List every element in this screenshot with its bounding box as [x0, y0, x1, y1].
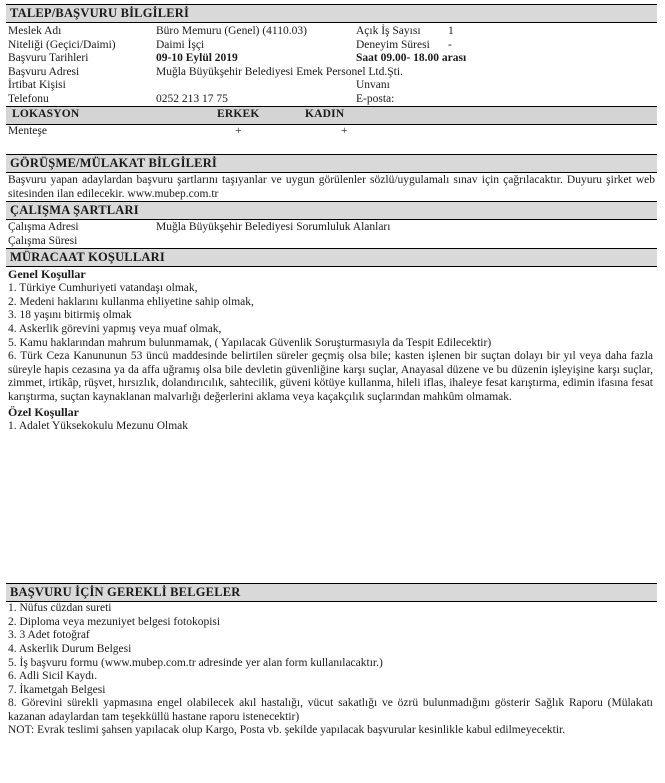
field-label: Başvuru Tarihleri [8, 52, 89, 64]
table-row [6, 234, 657, 248]
table-row [6, 93, 657, 107]
lokasyon-kadin: + [341, 124, 348, 137]
belgeler-list [6, 602, 657, 724]
genel-kosullar-list [6, 282, 657, 404]
field-value: Muğla Büyükşehir Belediyesi Emek Personel Ltd.Şti. [156, 65, 403, 78]
list-item: 7. İkametgah Belgesi [8, 683, 106, 696]
list-item: 5. İş başvuru formu (www.mubep.com.tr adresinde yer alan form kullanılacaktır.) [8, 656, 383, 669]
table-row [6, 125, 657, 139]
lokasyon-name: Menteşe [8, 124, 47, 137]
field-label: Telefonu [8, 92, 49, 105]
field-label: Meslek Adı [8, 25, 62, 37]
list-item: 6. Türk Ceza Kanununun 53 üncü maddesinde belirtilen süreler geçmiş olsa bile; kasten işlenen bir suçtan dolayı bir yıl veya daha fazla süreyle hapis cezasına ya da affa uğramış olsa bile devletin güvenliğine karşı suçlar, Anayasal düzene ve bu düzenin işleyişine karşı suçlar, zimmet, irtikâp, rüşvet, hırsızlık, dolandırıcılık, sahtecilik, güveni kötüye kullanma, hileli iflas, ihaleye fesat karıştırma, edimin ifasına fesat karıştırma, suçtan kaynaklanan malvarlığı değerlerini aklama veya kaçakçılık suçlarından mahkûm olmamak. [8, 350, 653, 403]
column-header-kadin: KADIN [305, 108, 345, 120]
field-label: Deneyim Süresi [356, 38, 430, 51]
field-label: Açık İş Sayısı [356, 25, 421, 37]
section-header-calisma: ÇALIŞMA ŞARTLARI [6, 201, 657, 220]
table-row [6, 39, 657, 53]
field-label: Niteliği (Geçici/Daimi) [8, 38, 116, 51]
gorusme-text: Başvuru yapan adaylardan başvuru şartlarını taşıyanlar ve uygun görülenler sözlü/uygulamalı sınav için çağrılacaktır. Duyuru şirket web sitesinden ilan edilecekir. www.mubep.com.tr [8, 174, 655, 200]
table-row [6, 220, 657, 234]
list-item: 3. 3 Adet fotoğraf [8, 629, 90, 642]
genel-kosullar-heading: Genel Koşullar [8, 267, 86, 282]
field-label: İrtibat Kişisi [8, 79, 66, 91]
list-item: 1. Adalet Yüksekokulu Mezunu Olmak [8, 419, 189, 432]
list-item: 5. Kamu haklarından mahrum bulunmamak, ( Yapılacak Güvenlik Soruşturmasıyla da Tespit Edilecektir) [8, 336, 492, 349]
lokasyon-erkek: + [235, 124, 242, 137]
list-item: 1. Türkiye Cumhuriyeti vatandaşı olmak, [8, 282, 198, 295]
belgeler-note: NOT: Evrak teslimi şahsen yapılacak olup Kargo, Posta vb. şekilde yapılacak başvurular kesinlikle kabul edilmeyecektir. [8, 724, 566, 737]
list-item: 4. Askerlik görevini yapmış veya muaf olmak, [8, 322, 222, 335]
lokasyon-column-headers [10, 108, 653, 122]
field-label: Başvuru Adresi [8, 65, 80, 78]
list-item: 6. Adli Sicil Kaydı. [8, 670, 98, 683]
ozel-kosullar-list [6, 420, 657, 434]
field-label: Çalışma Süresi [8, 235, 78, 248]
list-item: 2. Diploma veya mezuniyet belgesi fotokopisi [8, 615, 221, 628]
section-header-belgeler: BAŞVURU İÇİN GEREKLİ BELGELER [6, 583, 657, 602]
field-value: Büro Memuru (Genel) (4110.03) [156, 25, 307, 37]
field-value [448, 93, 657, 107]
calisma-table [6, 220, 657, 248]
section-header-lokasyon [6, 106, 657, 125]
list-item: 3. 18 yaşını bitirmiş olmak [8, 309, 132, 322]
field-label: Unvanı [356, 79, 390, 91]
field-value [156, 79, 356, 93]
section-header-gorusme: GÖRÜŞME/MÜLAKAT BİLGİLERİ [6, 154, 657, 173]
section-header-talep: TALEP/BAŞVURU BİLGİLERİ [6, 4, 657, 23]
table-row [6, 79, 657, 93]
table-row [6, 52, 657, 66]
field-label: E-posta: [356, 92, 395, 105]
field-value: Muğla Büyükşehir Belediyesi Sorumluluk Alanları [156, 221, 391, 234]
field-value: Saat 09.00- 18.00 arası [356, 52, 467, 64]
list-item: 8. Görevini sürekli yapmasına engel olabilecek akıl hastalığı, vücut sakatlığı ve özrü bulunmadığını gösterir Sağlık Raporu (Mülakatı kazanan adaylardan tam teşekküllü hastane raporu istenecektir) [8, 697, 653, 723]
column-header-erkek: ERKEK [217, 108, 260, 120]
field-value [448, 79, 657, 93]
list-item: 1. Nüfus cüzdan sureti [8, 602, 112, 615]
field-value: Daimi İşçi [156, 38, 205, 51]
talep-table [6, 25, 657, 106]
field-label: Çalışma Adresi [8, 221, 79, 234]
list-item: 4. Askerlik Durum Belgesi [8, 642, 132, 655]
blank-area [6, 433, 657, 583]
table-row [6, 25, 657, 39]
field-value: 0252 213 17 75 [156, 92, 228, 105]
section-header-muracaat: MÜRACAAT KOŞULLARI [6, 248, 657, 267]
table-row [6, 66, 657, 80]
field-value: 09-10 Eylül 2019 [156, 52, 238, 64]
field-value: - [448, 38, 452, 51]
list-item: 2. Medeni haklarını kullanma ehliyetine sahip olmak, [8, 295, 254, 308]
ozel-kosullar-heading: Özel Koşullar [8, 404, 79, 419]
field-value: 1 [448, 25, 454, 37]
lokasyon-title: LOKASYON [12, 108, 80, 120]
